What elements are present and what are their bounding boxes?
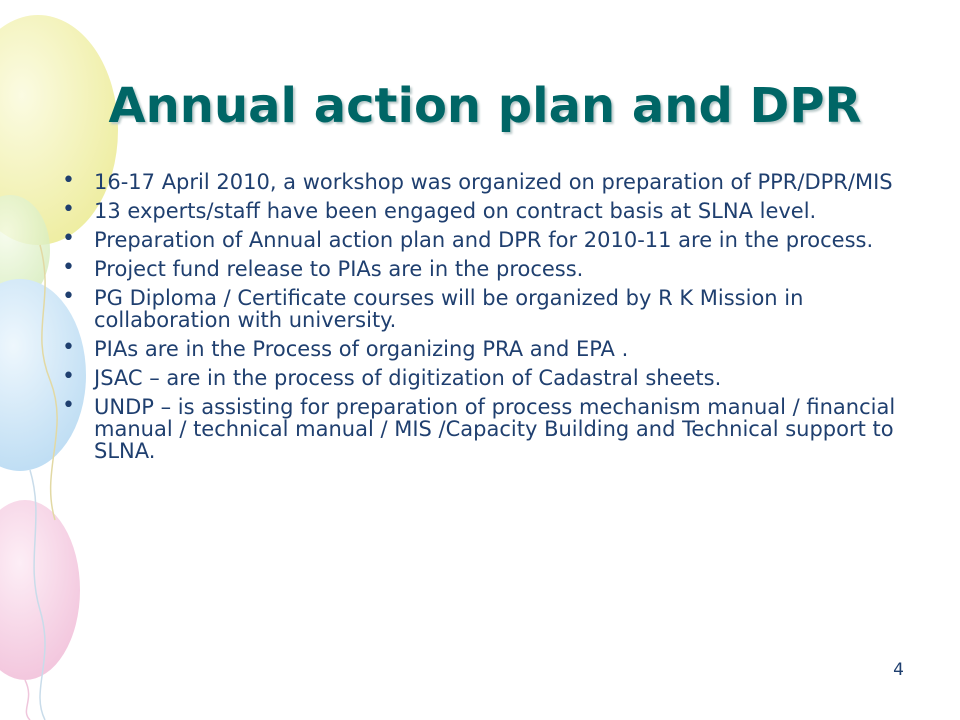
- bullet-text: UNDP – is assisting for preparation of process mechanism manual / financial manual / technical manual / MIS /Capacity Building and Technical support to SLNA.: [94, 395, 896, 463]
- bullet-dot: •: [62, 255, 75, 280]
- bullet-text: JSAC – are in the process of digitization of Cadastral sheets.: [94, 366, 722, 390]
- bullet-item: [62, 197, 922, 223]
- bullet-text: Project fund release to PIAs are in the process.: [94, 257, 584, 281]
- bullet-text: PG Diploma / Certificate courses will be organized by R K Mission in collaboration with university.: [94, 286, 804, 332]
- bullet-text: 16-17 April 2010, a workshop was organized on preparation of PPR/DPR/MIS: [94, 170, 893, 194]
- bullet-text: PIAs are in the Process of organizing PRA and EPA .: [94, 337, 629, 361]
- bullet-dot: •: [62, 364, 75, 389]
- slide-title: Annual action plan and DPR: [108, 78, 862, 134]
- bullet-list: [62, 168, 922, 469]
- bullet-item: [62, 364, 922, 390]
- bullet-item: [62, 335, 922, 361]
- bullet-item: [62, 284, 922, 332]
- bullet-item: [62, 255, 922, 281]
- bullet-item: [62, 393, 922, 463]
- bullet-item: [62, 168, 922, 194]
- bullet-item: [62, 226, 922, 252]
- bullet-dot: •: [62, 335, 75, 360]
- bullet-text: 13 experts/staff have been engaged on contract basis at SLNA level.: [94, 199, 817, 223]
- bullet-dot: •: [62, 226, 75, 251]
- page-number: 4: [893, 660, 904, 680]
- bullet-text: Preparation of Annual action plan and DPR for 2010-11 are in the process.: [94, 228, 874, 252]
- bullet-dot: •: [62, 284, 75, 309]
- pink-balloon: [0, 500, 80, 680]
- bullet-dot: •: [62, 393, 75, 418]
- balloon-string: [25, 680, 30, 720]
- bullet-dot: •: [62, 197, 75, 222]
- bullet-dot: •: [62, 168, 75, 193]
